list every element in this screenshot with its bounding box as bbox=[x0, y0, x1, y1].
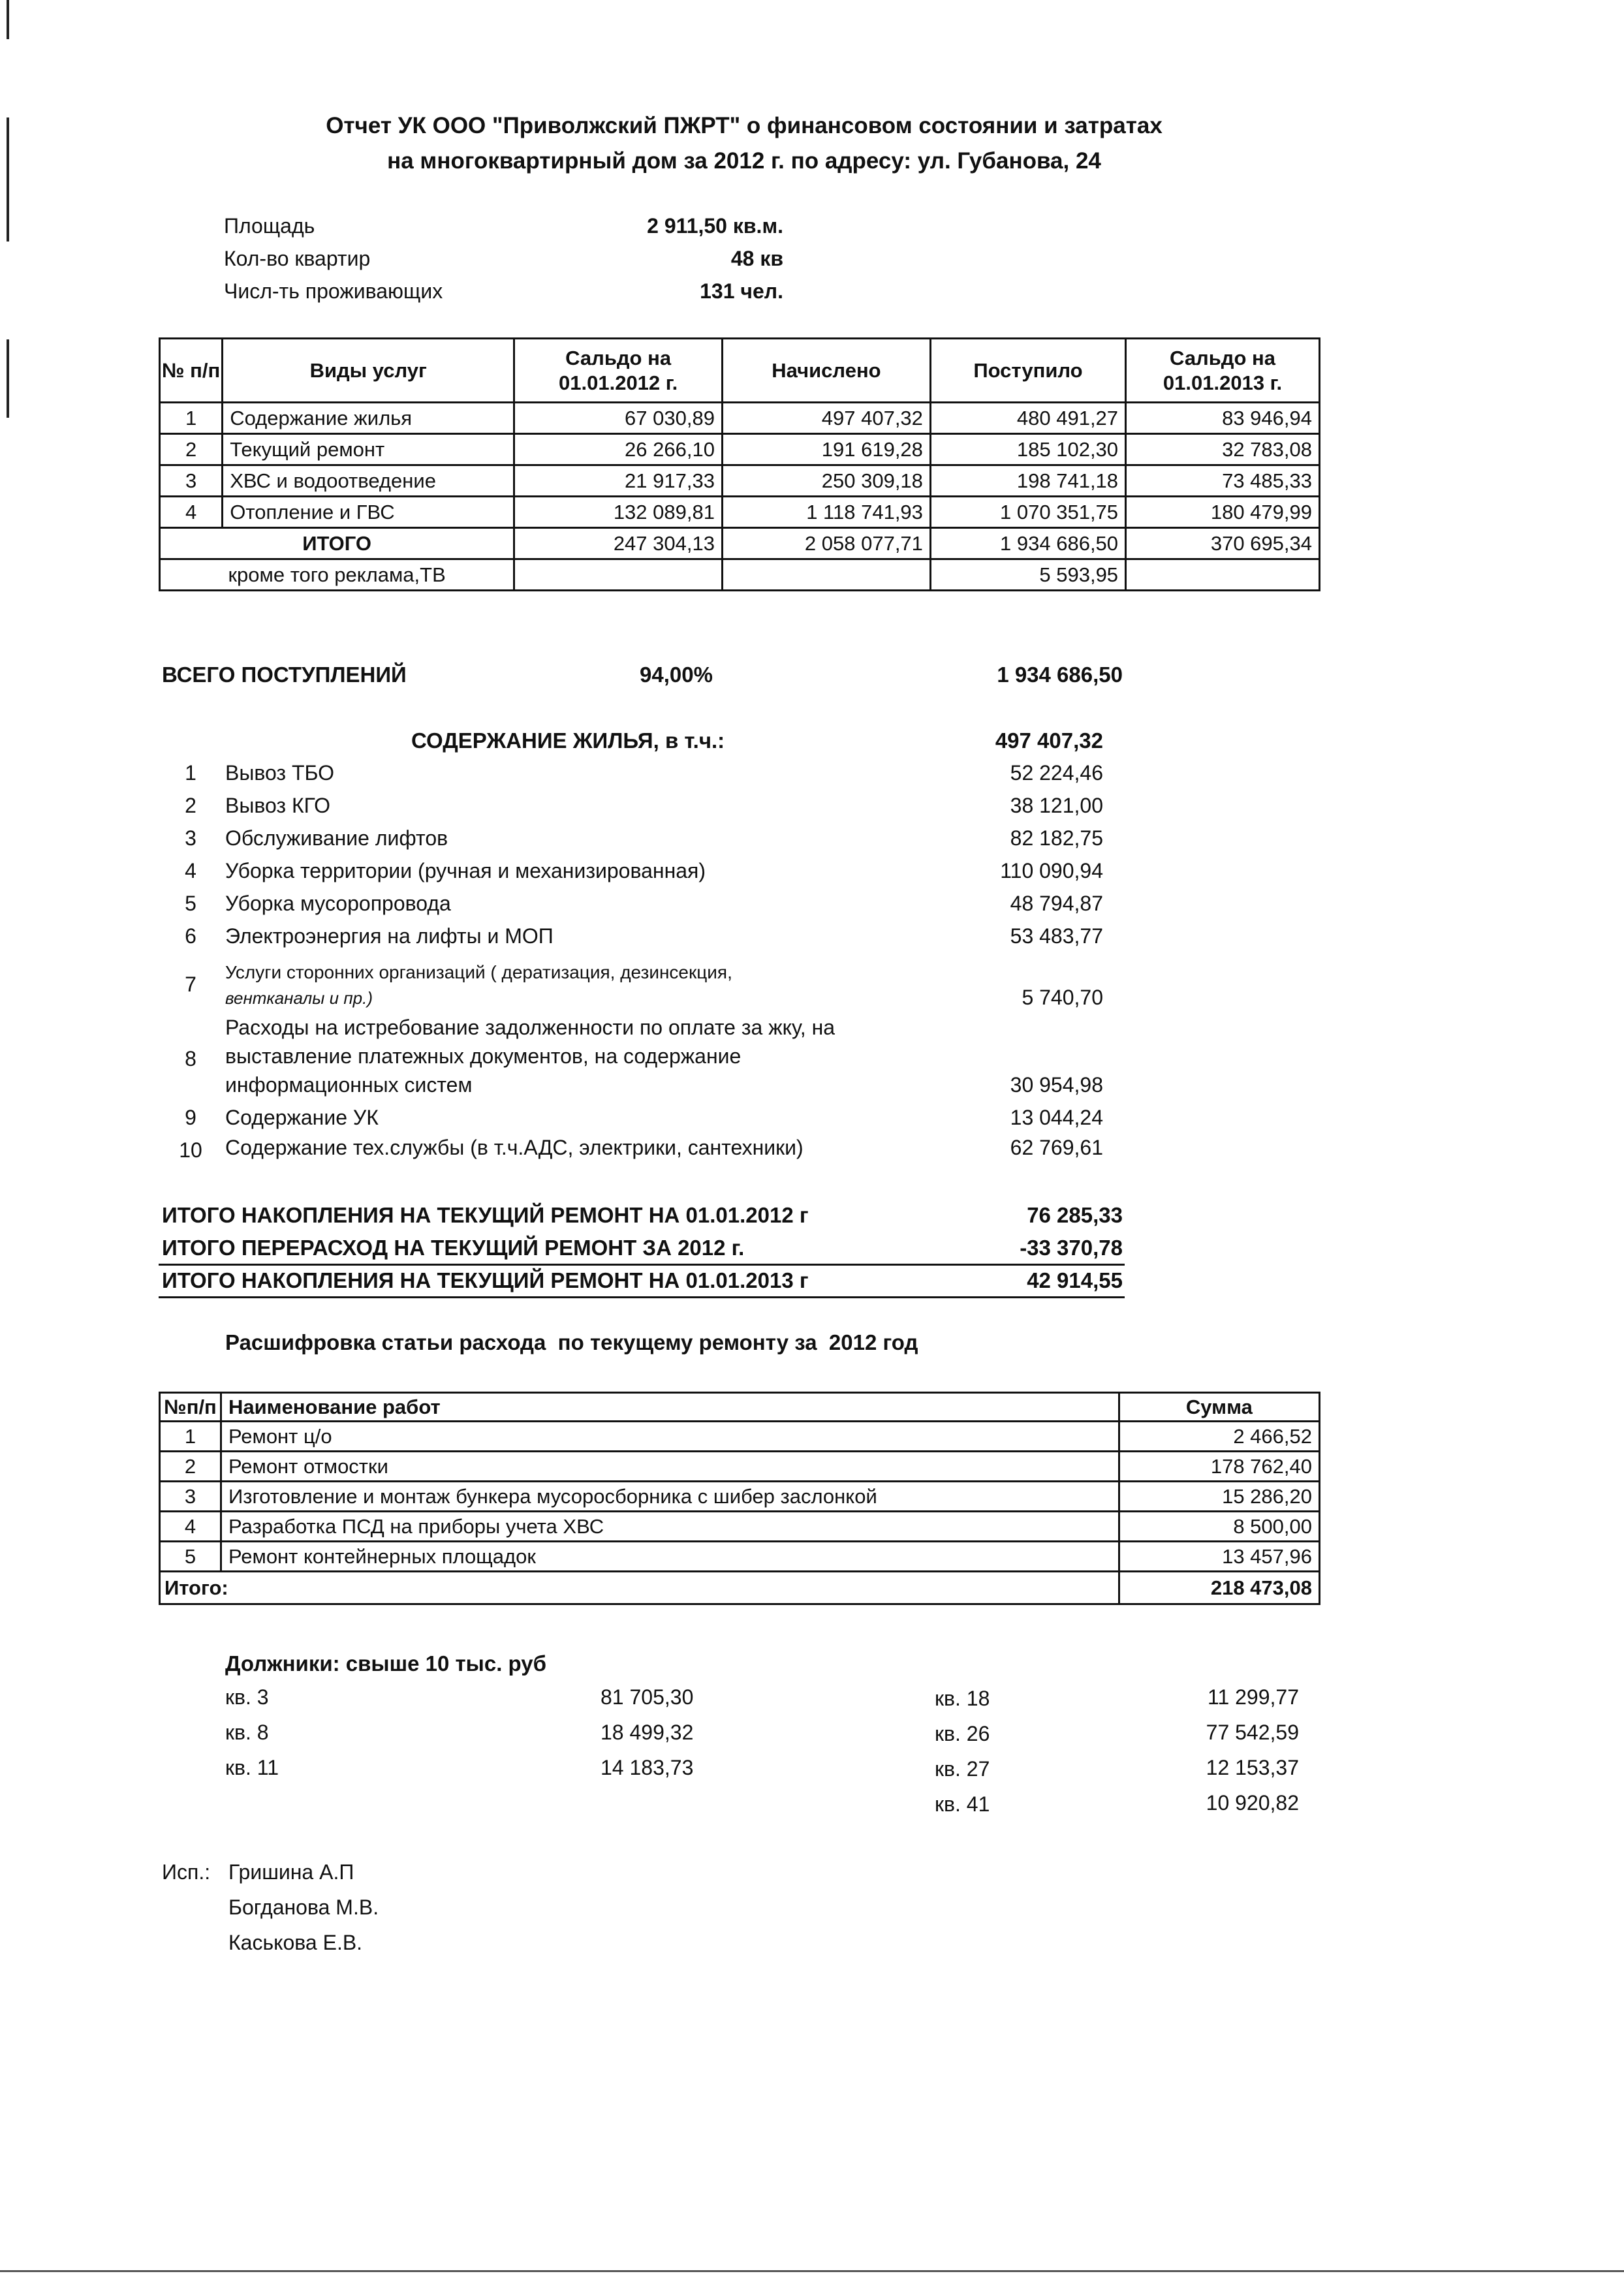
service-name: Отопление и ГВС bbox=[223, 497, 514, 528]
empty-cell bbox=[1126, 559, 1320, 591]
work-sum: 8 500,00 bbox=[1119, 1512, 1319, 1542]
repair-breakdown-heading: Расшифровка статьи расхода по текущему ремонту за 2012 год bbox=[225, 1330, 918, 1354]
residents-value: 131 чел. bbox=[700, 279, 783, 303]
debtor-apartment: кв. 3 bbox=[225, 1685, 269, 1709]
table-row bbox=[160, 1482, 1320, 1512]
work-name: Ремонт ц/о bbox=[221, 1422, 1119, 1452]
item-value: 52 224,46 bbox=[1010, 761, 1103, 785]
col-received-header: Поступило bbox=[930, 339, 1125, 403]
scan-mark-bottom bbox=[0, 2270, 1624, 2272]
balance-start: 21 917,33 bbox=[514, 465, 723, 497]
receipts-value: 1 934 686,50 bbox=[997, 663, 1123, 687]
item-label: Услуги сторонних организаций ( дератизация, дезинсекция, bbox=[225, 962, 732, 982]
residents-label: Числ-ть проживающих bbox=[224, 279, 443, 303]
item-value: 62 769,61 bbox=[1010, 1136, 1103, 1159]
debtor-amount: 18 499,32 bbox=[601, 1721, 694, 1744]
advertising-value: 5 593,95 bbox=[930, 559, 1125, 591]
services-header-row bbox=[160, 339, 1320, 403]
item-label: Уборка территории (ручная и механизированная) bbox=[225, 859, 706, 882]
total-balance-start: 247 304,13 bbox=[514, 528, 723, 559]
repair-total-row bbox=[160, 1572, 1320, 1604]
balance-start: 26 266,10 bbox=[514, 434, 723, 465]
item-label: Расходы на истребование задолженности по оплате за жку, на bbox=[225, 1016, 835, 1039]
debtor-apartment: кв. 27 bbox=[935, 1757, 990, 1781]
advertising-row bbox=[160, 559, 1320, 591]
empty-cell bbox=[722, 559, 930, 591]
repair-accumulation-2013-value: 42 914,55 bbox=[1027, 1268, 1123, 1292]
total-charged: 2 058 077,71 bbox=[722, 528, 930, 559]
debtor-amount: 77 542,59 bbox=[1206, 1721, 1299, 1744]
debtor-apartment: кв. 8 bbox=[225, 1721, 269, 1744]
received: 480 491,27 bbox=[930, 403, 1125, 434]
item-label: Обслуживание лифтов bbox=[225, 826, 448, 850]
repair-accumulation-2012-value: 76 285,33 bbox=[1027, 1203, 1123, 1227]
table-row bbox=[160, 403, 1320, 434]
table-row bbox=[160, 497, 1320, 528]
services-table bbox=[159, 337, 1320, 591]
balance-end: 180 479,99 bbox=[1126, 497, 1320, 528]
table-row bbox=[160, 1452, 1320, 1482]
debtor-apartment: кв. 11 bbox=[225, 1756, 279, 1779]
item-number: 3 bbox=[185, 826, 196, 850]
repair-header-row bbox=[160, 1393, 1320, 1422]
debtor-amount: 11 299,77 bbox=[1208, 1685, 1299, 1709]
total-received: 1 934 686,50 bbox=[930, 528, 1125, 559]
balance-start: 67 030,89 bbox=[514, 403, 723, 434]
empty-cell bbox=[514, 559, 723, 591]
debtor-amount: 81 705,30 bbox=[601, 1685, 694, 1709]
item-label-continued: вентканалы и пр.) bbox=[225, 988, 373, 1008]
summary-divider bbox=[159, 1264, 1125, 1266]
work-sum: 13 457,96 bbox=[1119, 1542, 1319, 1572]
balance-end: 83 946,94 bbox=[1126, 403, 1320, 434]
work-name: Изготовление и монтаж бункера мусоросборника с шибер заслонкой bbox=[221, 1482, 1119, 1512]
row-number: 2 bbox=[160, 1452, 221, 1482]
summary-bottom-rule bbox=[159, 1296, 1125, 1298]
item-label: Вывоз ТБО bbox=[225, 761, 335, 785]
row-number: 4 bbox=[160, 497, 223, 528]
row-number: 5 bbox=[160, 1542, 221, 1572]
apartments-label: Кол-во квартир bbox=[224, 247, 371, 270]
work-sum: 178 762,40 bbox=[1119, 1452, 1319, 1482]
col-charged-header: Начислено bbox=[722, 339, 930, 403]
item-label: Вывоз КГО bbox=[225, 794, 331, 817]
scan-mark-left-2 bbox=[7, 339, 9, 418]
debtor-amount: 14 183,73 bbox=[601, 1756, 694, 1779]
work-name: Ремонт контейнерных площадок bbox=[221, 1542, 1119, 1572]
executor-name: Гришина А.П bbox=[228, 1860, 354, 1884]
item-number: 9 bbox=[185, 1106, 196, 1129]
receipts-label: ВСЕГО ПОСТУПЛЕНИЙ bbox=[162, 663, 407, 687]
table-row bbox=[160, 1512, 1320, 1542]
repair-accumulation-2013-label: ИТОГО НАКОПЛЕНИЯ НА ТЕКУЩИЙ РЕМОНТ НА 01.01.2013 г bbox=[162, 1268, 809, 1292]
item-number: 8 bbox=[185, 1047, 196, 1070]
repair-breakdown-table bbox=[159, 1392, 1320, 1605]
item-number: 7 bbox=[185, 973, 196, 996]
charged: 497 407,32 bbox=[722, 403, 930, 434]
report-title-line2: на многоквартирный дом за 2012 г. по адресу: ул. Губанова, 24 bbox=[387, 148, 1101, 174]
debtor-apartment: кв. 18 bbox=[935, 1687, 990, 1710]
item-value: 82 182,75 bbox=[1010, 826, 1103, 850]
area-value: 2 911,50 кв.м. bbox=[647, 214, 783, 238]
executor-name: Каськова Е.В. bbox=[228, 1931, 363, 1954]
work-sum: 15 286,20 bbox=[1119, 1482, 1319, 1512]
repair-overspend-label: ИТОГО ПЕРЕРАСХОД НА ТЕКУЩИЙ РЕМОНТ ЗА 2012 г. bbox=[162, 1236, 745, 1260]
apartments-value: 48 кв bbox=[730, 247, 783, 270]
repair-overspend-value: -33 370,78 bbox=[1020, 1236, 1123, 1260]
col-balance-end-header: Сальдо на 01.01.2013 г. bbox=[1126, 339, 1320, 403]
row-number: 3 bbox=[160, 1482, 221, 1512]
col-sum-header: Сумма bbox=[1119, 1393, 1319, 1422]
balance-end: 32 783,08 bbox=[1126, 434, 1320, 465]
item-label: Содержание тех.службы (в т.ч.АДС, электрики, сантехники) bbox=[225, 1136, 804, 1159]
receipts-percent: 94,00% bbox=[640, 663, 713, 687]
balance-start: 132 089,81 bbox=[514, 497, 723, 528]
work-name: Ремонт отмостки bbox=[221, 1452, 1119, 1482]
item-number: 10 bbox=[179, 1138, 202, 1162]
item-label: Содержание УК bbox=[225, 1106, 379, 1129]
charged: 191 619,28 bbox=[722, 434, 930, 465]
item-label-continued: выставление платежных документов, на содержание bbox=[225, 1044, 742, 1068]
debtors-heading: Должники: свыше 10 тыс. руб bbox=[225, 1651, 547, 1676]
item-number: 6 bbox=[185, 924, 196, 948]
service-name: Текущий ремонт bbox=[223, 434, 514, 465]
total-label: ИТОГО bbox=[160, 528, 514, 559]
row-number: 1 bbox=[160, 403, 223, 434]
table-row bbox=[160, 1422, 1320, 1452]
col-balance-start-header: Сальдо на 01.01.2012 г. bbox=[514, 339, 723, 403]
work-sum: 2 466,52 bbox=[1119, 1422, 1319, 1452]
item-label: Электроэнергия на лифты и МОП bbox=[225, 924, 554, 948]
col-service-header: Виды услуг bbox=[223, 339, 514, 403]
item-number: 2 bbox=[185, 794, 196, 817]
repair-total-label: Итого: bbox=[160, 1572, 1119, 1604]
item-value: 53 483,77 bbox=[1010, 924, 1103, 948]
charged: 250 309,18 bbox=[722, 465, 930, 497]
item-value: 110 090,94 bbox=[1000, 859, 1103, 882]
row-number: 1 bbox=[160, 1422, 221, 1452]
col-num-header: №п/п bbox=[160, 1393, 221, 1422]
charged: 1 118 741,93 bbox=[722, 497, 930, 528]
item-value: 38 121,00 bbox=[1010, 794, 1103, 817]
received: 1 070 351,75 bbox=[930, 497, 1125, 528]
report-title-line1: Отчет УК ООО "Приволжский ПЖРТ" о финансовом состоянии и затратах bbox=[326, 113, 1163, 138]
received: 198 741,18 bbox=[930, 465, 1125, 497]
executor-name: Богданова М.В. bbox=[228, 1895, 379, 1919]
maintenance-heading: СОДЕРЖАНИЕ ЖИЛЬЯ, в т.ч.: bbox=[411, 728, 725, 753]
row-number: 4 bbox=[160, 1512, 221, 1542]
work-name: Разработка ПСД на приборы учета ХВС bbox=[221, 1512, 1119, 1542]
executors-label: Исп.: bbox=[162, 1860, 211, 1884]
item-value: 48 794,87 bbox=[1010, 892, 1103, 915]
service-name: Содержание жилья bbox=[223, 403, 514, 434]
col-work-header: Наименование работ bbox=[221, 1393, 1119, 1422]
col-num-header: № п/п bbox=[160, 339, 223, 403]
row-number: 3 bbox=[160, 465, 223, 497]
item-number: 5 bbox=[185, 892, 196, 915]
item-value: 30 954,98 bbox=[1010, 1073, 1103, 1097]
debtor-apartment: кв. 41 bbox=[935, 1792, 990, 1816]
debtor-apartment: кв. 26 bbox=[935, 1722, 990, 1745]
scan-mark-top bbox=[7, 0, 9, 39]
service-name: ХВС и водоотведение bbox=[223, 465, 514, 497]
repair-accumulation-2012-label: ИТОГО НАКОПЛЕНИЯ НА ТЕКУЩИЙ РЕМОНТ НА 01.01.2012 г bbox=[162, 1203, 809, 1227]
total-balance-end: 370 695,34 bbox=[1126, 528, 1320, 559]
balance-end: 73 485,33 bbox=[1126, 465, 1320, 497]
row-number: 2 bbox=[160, 434, 223, 465]
table-row bbox=[160, 434, 1320, 465]
item-number: 1 bbox=[185, 761, 196, 785]
item-label-continued: информационных систем bbox=[225, 1073, 473, 1097]
item-label: Уборка мусоропровода bbox=[225, 892, 451, 915]
item-value: 13 044,24 bbox=[1010, 1106, 1103, 1129]
area-label: Площадь bbox=[224, 214, 315, 238]
services-total-row bbox=[160, 528, 1320, 559]
table-row bbox=[160, 465, 1320, 497]
item-number: 4 bbox=[185, 859, 196, 882]
received: 185 102,30 bbox=[930, 434, 1125, 465]
table-row bbox=[160, 1542, 1320, 1572]
debtor-amount: 10 920,82 bbox=[1206, 1791, 1299, 1815]
repair-total-value: 218 473,08 bbox=[1119, 1572, 1319, 1604]
debtor-amount: 12 153,37 bbox=[1206, 1756, 1299, 1779]
maintenance-total: 497 407,32 bbox=[995, 728, 1103, 753]
item-value: 5 740,70 bbox=[1022, 986, 1103, 1009]
advertising-label: кроме того реклама,ТВ bbox=[160, 559, 514, 591]
